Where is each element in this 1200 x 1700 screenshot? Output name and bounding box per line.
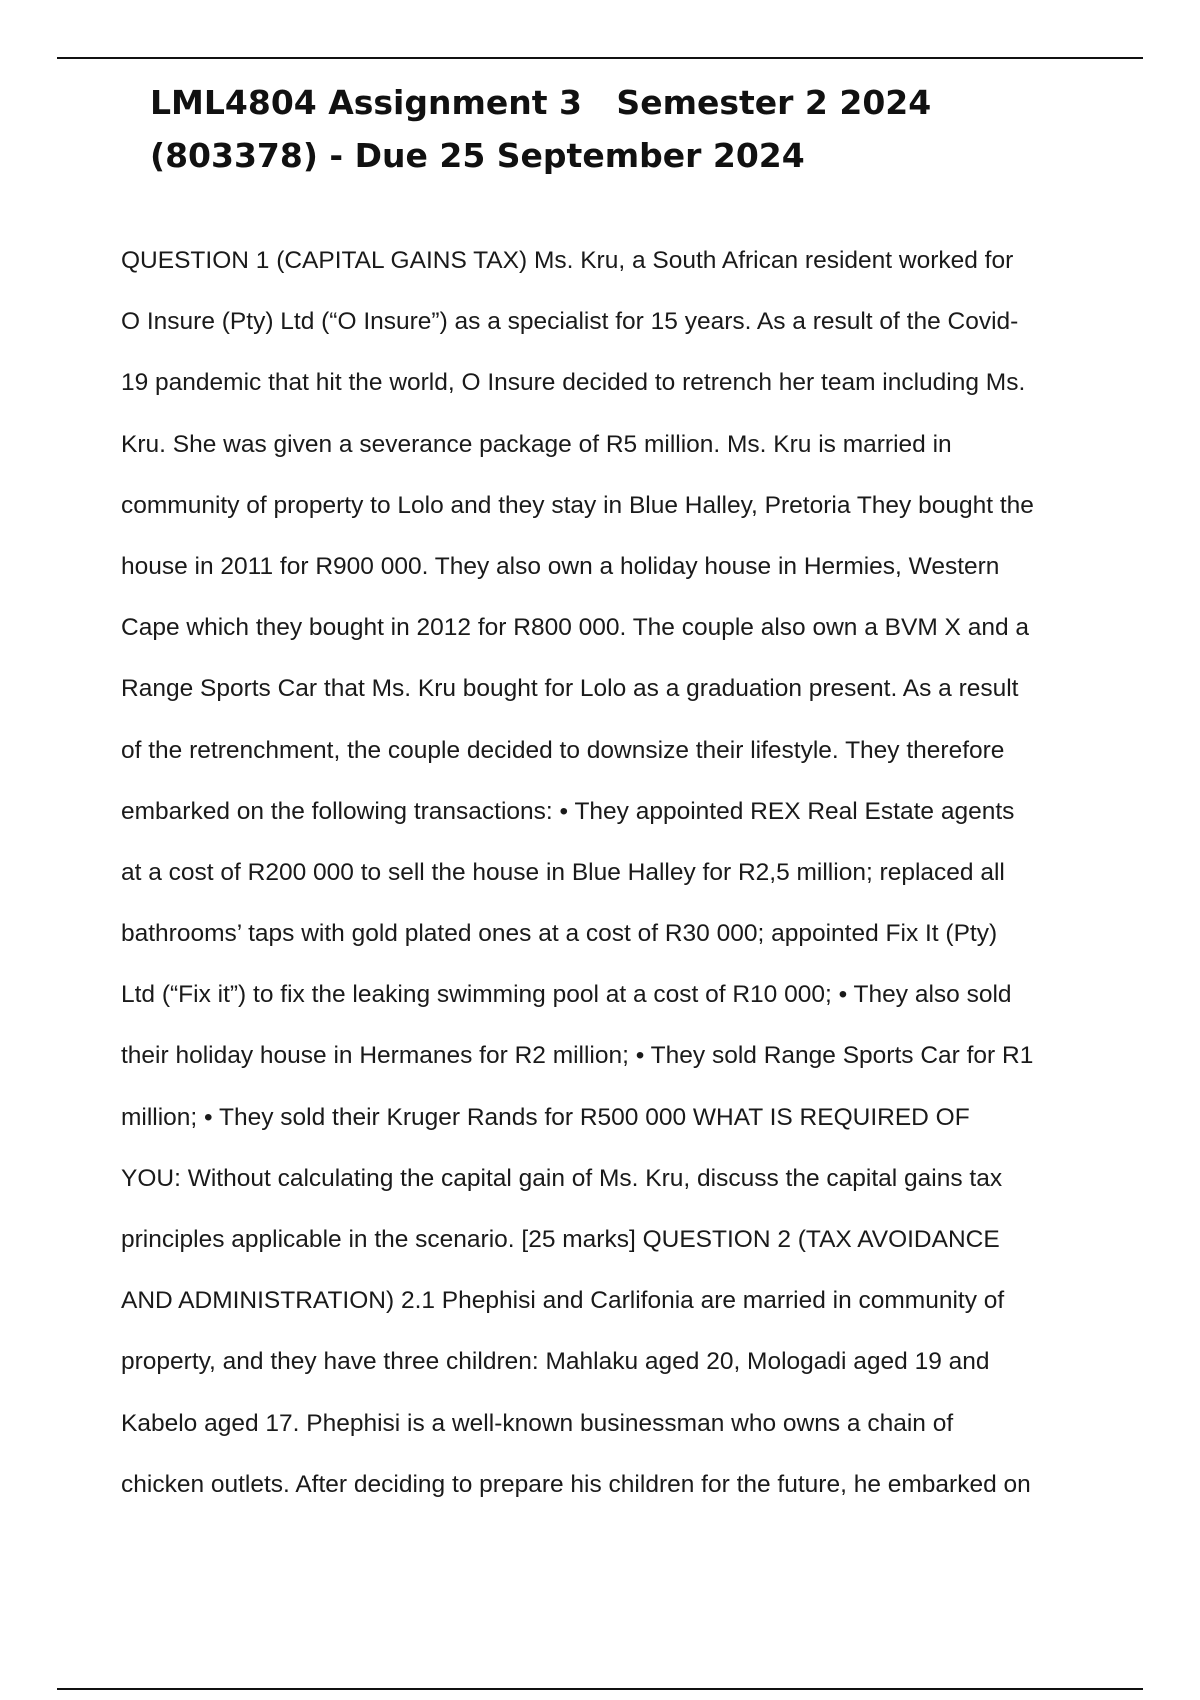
body-line: QUESTION 1 (CAPITAL GAINS TAX) Ms. Kru, a South African resident worked for [121,247,1014,274]
body-line: O Insure (Pty) Ltd (“O Insure”) as a specialist for 15 years. As a result of the Covid- [121,308,1019,336]
title-line: LML4804 Assignment 3 Semester 2 2024 [150,83,932,122]
body-line: principles applicable in the scenario. [25 marks] QUESTION 2 (TAX AVOIDANCE [121,1226,1000,1253]
body-line: Kabelo aged 17. Phephisi is a well-known businessman who owns a chain of [121,1409,954,1437]
body-line: of the retrenchment, the couple decided to downsize their lifestyle. They therefore [121,736,1005,764]
body-line: chicken outlets. After deciding to prepare his children for the future, he embarked on [121,1470,1031,1498]
document-title [150,76,1110,182]
body-line: property, and they have three children: Mahlaku aged 20, Mologadi aged 19 and [121,1348,990,1376]
body-line: embarked on the following transactions: • They appointed REX Real Estate agents [121,797,1015,825]
body-line: house in 2011 for R900 000. They also own a holiday house in Hermies, Western [121,552,1000,580]
body-line: AND ADMINISTRATION) 2.1 Phephisi and Carlifonia are married in community of [121,1287,1005,1315]
body-line: Cape which they bought in 2012 for R800 000. The couple also own a BVM X and a [121,614,1030,642]
body-line: bathrooms’ taps with gold plated ones at a cost of R30 000; appointed Fix It (Pty) [121,920,998,948]
body-line: million; • They sold their Kruger Rands for R500 000 WHAT IS REQUIRED OF [121,1103,970,1131]
body-line: Range Sports Car that Ms. Kru bought for Lolo as a graduation present. As a result [121,675,1019,703]
body-line: Kru. She was given a severance package of R5 million. Ms. Kru is married in [121,430,952,458]
question-body [121,240,1121,1525]
body-line: at a cost of R200 000 to sell the house in Blue Halley for R2,5 million; replaced all [121,858,1005,886]
top-rule [57,57,1143,59]
body-line: 19 pandemic that hit the world, O Insure decided to retrench her team including Ms. [121,369,1026,397]
body-line: Ltd (“Fix it”) to fix the leaking swimming pool at a cost of R10 000; • They also sold [121,981,1012,1009]
body-line: community of property to Lolo and they stay in Blue Halley, Pretoria They bought the [121,491,1034,519]
body-line: their holiday house in Hermanes for R2 million; • They sold Range Sports Car for R1 [121,1042,1034,1070]
title-line: (803378) - Due 25 September 2024 [150,136,805,175]
bottom-rule [57,1688,1143,1690]
body-line: YOU: Without calculating the capital gain of Ms. Kru, discuss the capital gains tax [121,1164,1003,1192]
